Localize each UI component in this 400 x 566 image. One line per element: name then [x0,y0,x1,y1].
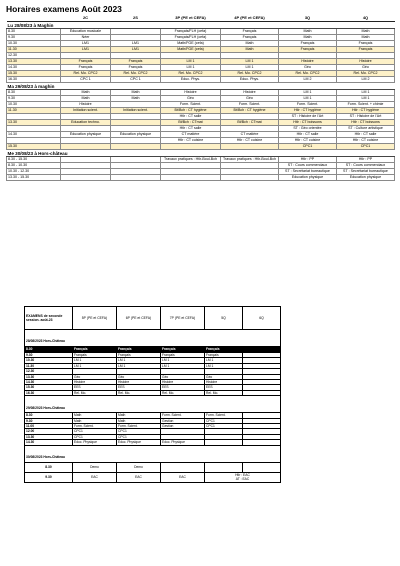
exam-cell: LM 1 [117,358,161,363]
exam-cell: Rel. Mo. CPC2 [61,71,111,77]
exam-cell: Htlr : CT salle [161,114,221,120]
time-cell: 14.30 [7,65,61,71]
exam-cell: Math [73,418,117,423]
exam-cell: Bt/Bch : CT hygiène [221,108,279,114]
exam-cell: Form. Scient. [161,413,205,418]
exam-cell: ST : Culture artistique [337,126,395,132]
exam-cell [61,175,111,181]
exam-cell: Education physique [337,175,395,181]
exam-cell: Math [61,96,111,102]
day-row [7,150,395,157]
exam-cell: Géo [161,96,221,102]
exam-cell: Français/FLH (cefa) [161,35,221,41]
time-cell: 13.30 - 15.30 [7,175,61,181]
exam-cell: Form. Scient. [205,413,243,418]
exam-cell: Rel. Mo. [205,390,243,395]
exam-cell: Français/FLH (cefa) [161,29,221,35]
time-cell: 8.30 [7,90,61,96]
exam-cell [111,175,161,181]
exam-cell: Géo [205,374,243,379]
exam-cell: CPC1 [73,429,117,434]
exam-cell: LM 1 [161,358,205,363]
exam-cell: LM1 [111,47,161,53]
exam-cell: Htlr : CT cuisine [279,138,337,144]
page-title: Horaires examens Août 2023 [6,4,122,14]
exam-cell: LM 2 [279,77,337,83]
exam-cell: Math/FGE (cefa) [161,41,221,47]
at-eac: AT : EAC [235,477,250,482]
column-header: 2C [61,14,111,22]
exam-cell: Français [337,41,395,47]
time-cell: 14.30 [7,132,61,138]
day-row [7,83,395,90]
exam-cell: Histoire [205,380,243,385]
exam-cell: Math [337,35,395,41]
time-cell: 12.30 [25,369,73,374]
exam-cell: LM1 [61,41,111,47]
exam-cell: Form. Scient. [161,102,221,108]
exam-cell: Htlr : CT boissons [337,120,395,126]
exam-cell: Bt/Bch : CT hygiène [161,108,221,114]
exam-cell: Math [117,413,161,418]
day-label: Ma 29/08/23 à maghin [7,83,395,90]
exam-cell: CPC1 [117,429,161,434]
time-cell: 9.30 [25,353,73,358]
exam-cell: Rel. Mo. [73,390,117,395]
exam-cell: Français [117,353,161,358]
exam-cell: Rel. Mo. CPC2 [161,71,221,77]
column-header: 5Q [205,307,243,330]
exam-cell: Rel. Mo. [161,390,205,395]
exam-cell: Travaux pratiques : Htlr-Boul-Bch [161,157,221,163]
exam-cell: LM1 [111,41,161,47]
time-cell: 9.30 [25,472,73,482]
exam-cell: EES [117,385,161,390]
exam-cell: Htlr : CT hygiène [279,108,337,114]
exam-cell: Initiation scient. [111,108,161,114]
exam-cell: CPC 1 [111,77,161,83]
exam-cell: Histoire [279,59,337,65]
day-label: 28/08/2023 Hors-Château [25,337,281,347]
exam-cell: Français [221,35,279,41]
exam-cell: LM 1 [205,358,243,363]
exam-cell: LM 1 [279,90,337,96]
time-cell: 15.30 [7,71,61,77]
exam-cell: LM 1 [161,65,221,71]
time-cell: 8.30 - 15.30 [7,157,61,163]
spacer-row [25,330,281,338]
exam-cell: LM 1 [161,363,205,368]
spacer-row [25,396,281,404]
second-session-table [24,306,281,483]
exam-cell: Français [221,29,279,35]
exam-cell: Français [61,65,111,71]
time-cell: 16.30 [7,77,61,83]
exam-cell: CT matière [161,132,221,138]
exam-cell: Htlr : CT salle [337,132,395,138]
day-row [25,337,281,347]
time-cell: 8.30 [25,462,73,472]
time-cell: 8.30 - 10.30 [7,163,61,169]
exam-cell: LM 1 [73,363,117,368]
schedule-header-row [7,14,395,22]
exam-cell: EAC [117,472,161,482]
exam-cell: Français [111,59,161,65]
exam-cell: ST : Cours commerciaux [279,163,337,169]
exam-cell: Histoire [221,90,279,96]
second-session-header [25,307,281,330]
time-cell: 13.30 [25,434,73,439]
time-cell: 8.30 [25,413,73,418]
exam-row [25,462,281,472]
time-cell: 14.30 [25,380,73,385]
column-header: 2S [111,14,161,22]
exam-cell: Math [111,96,161,102]
time-cell: 9.30 [7,96,61,102]
spacer [25,396,281,404]
exam-cell: Education techno. [61,120,111,126]
exam-cell: Rel. Mo. CPC2 [337,71,395,77]
exam-cell: LM 2 [337,77,395,83]
column-header: 4P (PE et CEFA) [221,14,279,22]
time-cell: 11.00 [25,424,73,429]
exam-cell: Math [221,47,279,53]
exam-cell: Math [61,90,111,96]
exam-cell: Éducation musicale [61,29,111,35]
exam-cell: Géo [117,374,161,379]
exam-cell: EAC [161,472,205,482]
exam-cell: EES [161,385,205,390]
exam-cell: CPC1 [205,418,243,423]
exam-cell [221,175,279,181]
exam-cell: ST : Histoire de l'Art [337,114,395,120]
exam-cell: CPC1 [337,144,395,150]
exam-cell: Géo [73,374,117,379]
exam-cell: Form. Scient. [117,424,161,429]
time-cell: 14.30 [25,440,73,445]
exam-cell: Htlr : CT cuisine [161,138,221,144]
exam-cell: Français [337,47,395,53]
time-cell: 10.30 [25,358,73,363]
exam-cell: Form. Scient. [73,424,117,429]
exam-cell: Histoire [161,90,221,96]
exam-row [25,472,281,482]
time-cell: 9.30 [25,418,73,423]
exam-cell: Education physique [279,175,337,181]
exam-cell: Demo [117,462,161,472]
exam-cell: Rel. Mo. [117,390,161,395]
exam-cell: CPC1 [117,434,161,439]
exam-cell: Educ. Physique [117,440,161,445]
exam-cell: Htlr : PP [337,157,395,163]
day-row [25,453,281,463]
exam-cell: Form. Scient. [221,102,279,108]
exam-cell: Histoire [161,380,205,385]
exam-cell: Math [117,418,161,423]
exam-cell: Français [61,59,111,65]
exam-cell: LM 1 [279,96,337,102]
exam-cell: Français [117,347,161,353]
exam-cell: ST : Secrétariat bureautique [337,169,395,175]
exam-cell: Math [111,90,161,96]
exam-cell: Géo [337,65,395,71]
exam-cell: Histoire [61,102,111,108]
session-title: EXAMENS de seconde session. août-23 [25,307,73,330]
time-cell: 16.30 [25,390,73,395]
htlr-eac: Htlr : EAC [235,472,250,477]
exam-cell: LM 1 [221,65,279,71]
time-cell: 13.30 [7,59,61,65]
exam-cell: EES [205,385,243,390]
column-header: 6Q [243,307,281,330]
exam-cell: Htlr : CT boissons [279,120,337,126]
time-cell: 15.30 [7,144,61,150]
exam-cell [161,175,221,181]
exam-cell: LM 1 [161,59,221,65]
exam-cell: Éducation physique [111,132,161,138]
column-header: 7P (PE et CEFA) [161,307,205,330]
exam-cell: Form. Scient. + chimie [337,102,395,108]
schedule-row [7,175,395,181]
eac-cell [205,472,281,482]
exam-cell: Français [205,347,243,353]
schedule-table [6,14,395,181]
exam-cell: Français [279,41,337,47]
exam-cell: Bt/Bch : CTmat [221,120,279,126]
exam-cell: Éducation physique [61,132,111,138]
time-cell: 13.30 [7,120,61,126]
day-label: Me 30/08/23 à Hors-château [7,150,395,157]
exam-cell: Htlr : PP [279,157,337,163]
time-cell: 11.30 [7,108,61,114]
exam-cell: Htlr : CT hygiène [337,108,395,114]
exam-cell [161,462,205,472]
exam-cell: CPC1 [73,434,117,439]
exam-cell: Français [279,47,337,53]
exam-cell: LM 1 [221,59,279,65]
exam-cell: Français [73,347,117,353]
exam-cell: CPC1 [279,144,337,150]
exam-cell: EAC [73,472,117,482]
time-cell: 10.30 [7,41,61,47]
exam-cell: LM 1 [117,363,161,368]
time-cell: 8.30 [7,29,61,35]
exam-cell: Gestion [161,418,205,423]
exam-cell: Histoire [73,380,117,385]
spacer [25,330,281,338]
time-cell: 11.30 [7,47,61,53]
exam-cell: EES [73,385,117,390]
exam-cell: CPC1 [205,424,243,429]
day-label: 30/08/2023 Hors-Château [25,453,281,463]
time-cell: 12.30 [7,53,61,59]
exam-cell: ST : Cours commerciaux [337,163,395,169]
exam-cell: Htlr : CT salle [279,132,337,138]
column-header: 3P (PE et CEFA) [161,14,221,22]
exam-cell: Htlr : CT cuisine [221,138,279,144]
exam-cell: Educ. Physique [161,440,205,445]
exam-cell: LM 1 [337,90,395,96]
day-row [25,403,281,413]
exam-cell: Français [205,353,243,358]
time-cell: 13.30 [25,374,73,379]
exam-cell: Histoire [337,59,395,65]
column-header: 4Q [337,14,395,22]
exam-cell: ST : Géo orientée [279,126,337,132]
exam-cell: LM1 [61,47,111,53]
exam-cell: Form. Scient. [279,102,337,108]
time-cell: 12.00 [25,429,73,434]
exam-cell: Math [221,41,279,47]
exam-cell: Math [337,29,395,35]
exam-cell: ST : Secrétariat bureautique [279,169,337,175]
exam-cell: LM 1 [205,363,243,368]
exam-cell: Français [161,353,205,358]
exam-cell: Français [161,347,205,353]
exam-cell: LM 1 [73,358,117,363]
exam-cell: Htlr : CT cuisine [337,138,395,144]
exam-cell: Bt/Bch : CTmat [161,120,221,126]
day-row [7,22,395,29]
exam-cell: Gestion [161,424,205,429]
exam-cell: ST : Histoire de l'Art [279,114,337,120]
column-header: 5P (PE et CEFA) [73,307,117,330]
exam-cell: Math/FGE (cefa) [161,47,221,53]
time-cell: 11.30 [25,363,73,368]
exam-cell: Rel. Mo. CPC2 [111,71,161,77]
exam-cell: Demo [73,462,117,472]
time-cell: 8.30 [25,347,73,353]
column-header: 6P (PE et CEFA) [117,307,161,330]
spacer-row [25,445,281,453]
exam-cell [243,462,281,472]
exam-cell: Educ. Phys. [221,77,279,83]
exam-cell: Initiation scient. [61,108,111,114]
spacer [25,445,281,453]
exam-cell: Math [73,413,117,418]
exam-cell: Rel. Mo. CPC2 [279,71,337,77]
exam-cell: Travaux pratiques : Htlr-Boul-Bch [221,157,279,163]
time-cell: 10.30 - 12.30 [7,169,61,175]
column-header [7,14,61,22]
exam-cell: Htlr : CT salle [161,126,221,132]
exam-cell: Educ. Physique [73,440,117,445]
exam-cell: Français [111,65,161,71]
exam-cell: LM 1 [337,96,395,102]
exam-cell: Géo [221,96,279,102]
exam-cell: Géo [161,374,205,379]
column-header: 3Q [279,14,337,22]
exam-cell: Educ. Phys. [161,77,221,83]
day-label: Lu 28/08/23 à Maghin [7,22,395,29]
exam-cell: Math [279,29,337,35]
time-cell: 10.30 [7,102,61,108]
exam-cell: Géo [279,65,337,71]
exam-cell: CPC 1 [61,77,111,83]
exam-cell: Rel. Mo. CPC2 [221,71,279,77]
exam-cell: Néer [61,35,111,41]
exam-cell: CT matière [221,132,279,138]
time-cell: 9.30 [7,35,61,41]
exam-cell [205,462,243,472]
time-cell: 15.30 [25,385,73,390]
exam-cell: Histoire [117,380,161,385]
exam-cell: Français [73,353,117,358]
day-label: 29/08/2023 Hors-Château [25,403,281,413]
exam-cell: Math [279,35,337,41]
